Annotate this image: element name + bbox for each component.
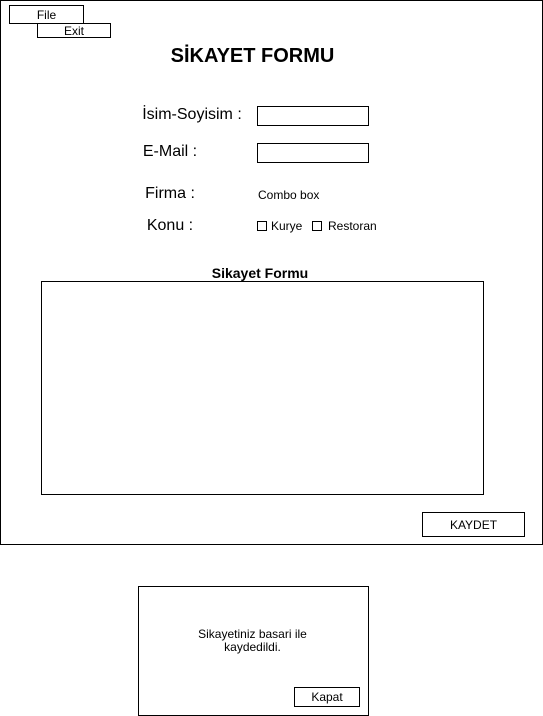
restoran-option[interactable]: [312, 219, 377, 233]
email-field[interactable]: [257, 143, 369, 163]
complaint-textarea[interactable]: [41, 281, 484, 495]
firma-label: Firma :: [145, 185, 195, 202]
dialog-message: Sikayetiniz basari ile kaydedildi.: [198, 627, 307, 654]
konu-label: Konu :: [146, 217, 194, 234]
exit-menu-item[interactable]: Exit: [37, 23, 111, 38]
page-title: SİKAYET FORMU: [170, 44, 335, 67]
email-label: E-Mail :: [142, 143, 198, 160]
kurye-label: Kurye: [271, 219, 303, 233]
close-button[interactable]: Kapat: [294, 687, 360, 707]
restoran-checkbox[interactable]: [312, 221, 322, 231]
name-field[interactable]: [257, 106, 369, 126]
restoran-label: Restoran: [328, 219, 377, 233]
complaint-label: Sikayet Formu: [211, 265, 309, 281]
name-label: İsim-Soyisim :: [142, 106, 242, 123]
kurye-option[interactable]: [257, 219, 302, 233]
firma-combo-box[interactable]: Combo box: [258, 188, 320, 202]
file-menu[interactable]: File: [9, 5, 84, 24]
kurye-checkbox[interactable]: [257, 221, 267, 231]
save-button[interactable]: KAYDET: [422, 512, 525, 537]
